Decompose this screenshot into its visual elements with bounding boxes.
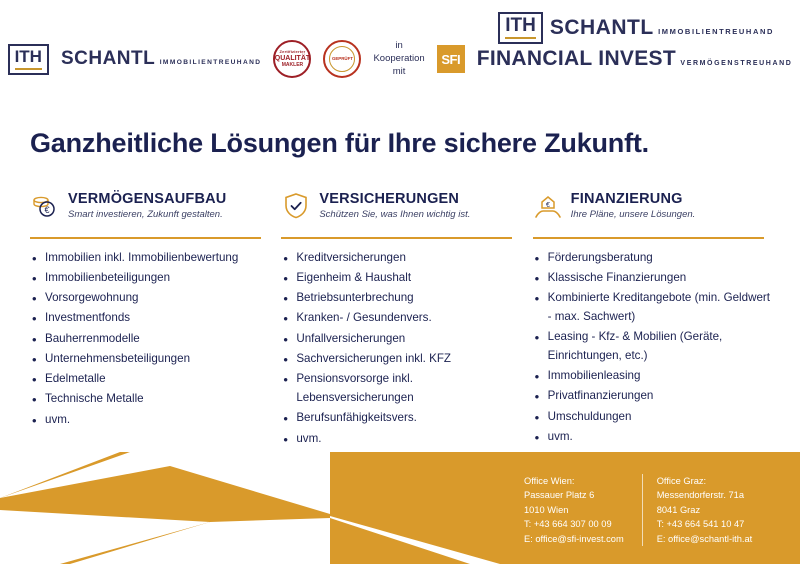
office-city: 1010 Wien: [524, 504, 569, 515]
list-item: • Kreditversicherungen: [281, 249, 518, 268]
list-item: • Privatfinanzierungen: [533, 387, 770, 406]
list-item: • Kombinierte Kreditangebote (min. Geldwert - max. Sachwert): [533, 289, 770, 327]
list-item: • uvm.: [281, 430, 518, 449]
column-vermoegensaufbau: [30, 185, 267, 450]
ith-brand-sub: IMMOBILIENTREUHAND: [658, 27, 774, 36]
sfi-wordmark: [477, 48, 793, 70]
shield-check-icon: [281, 191, 311, 221]
list-item: • Leasing - Kfz- & Mobilien (Geräte, Einrichtungen, etc.): [533, 328, 770, 366]
ith-wordmark: [550, 17, 774, 39]
column-subtitle: Smart investieren, Zukunft gestalten.: [68, 209, 223, 221]
office-street: Messendorferstr. 71a: [656, 490, 745, 501]
list-item: • Kranken- / Gesundenvers.: [281, 309, 518, 328]
hands-house-icon: [533, 191, 563, 221]
list-item: • Berufsunfähigkeitsvers.: [281, 409, 518, 428]
list-item: • Pensionsvorsorge inkl. Lebensversicherungen: [281, 370, 518, 408]
list-item: • Investmentfonds: [30, 309, 267, 328]
column-list: [30, 249, 267, 430]
quality-seal-icon: [273, 40, 311, 78]
page-title: Ganzheitliche Lösungen für Ihre sichere Zukunft.: [30, 128, 649, 158]
list-item: • Technische Metalle: [30, 390, 267, 409]
office-graz: [642, 474, 771, 546]
cooperation-line-3: mit: [392, 65, 406, 77]
list-item: • Bauherrenmodelle: [30, 330, 267, 349]
office-phone[interactable]: T: +43 664 307 00 09: [524, 519, 612, 530]
certified-seal-text: GEPRÜFT: [329, 46, 355, 72]
office-title: Office Graz:: [656, 476, 707, 486]
ith-monogram-bar: [505, 37, 536, 39]
list-item: • Sachversicherungen inkl. KFZ: [281, 350, 518, 369]
partner-ith-monogram-bar: [15, 68, 42, 70]
column-subtitle: Schützen Sie, was Ihnen wichtig ist.: [319, 209, 471, 221]
column-heading-group: [571, 192, 696, 221]
column-heading-group: [319, 192, 470, 221]
office-email[interactable]: E: office@sfi-invest.com: [524, 533, 624, 544]
list-item: • Eigenheim & Haushalt: [281, 269, 518, 288]
office-phone[interactable]: T: +43 664 541 10 47: [656, 519, 745, 530]
sfi-monogram: SFI: [437, 45, 465, 73]
partner-ith-monogram: [8, 44, 49, 75]
column-heading-group: [68, 192, 226, 221]
list-item: • Unfallversicherungen: [281, 330, 518, 349]
cooperation-line-1: in: [395, 40, 403, 51]
ith-monogram-text: ITH: [505, 15, 536, 36]
service-columns: [30, 185, 770, 450]
list-item: • uvm.: [30, 411, 267, 430]
column-header: [281, 185, 518, 227]
partner-logo-row: [0, 40, 800, 78]
money-coins-icon: [30, 191, 60, 221]
footer-offices: [524, 474, 770, 546]
column-finanzierung: [519, 185, 770, 450]
list-item: • Edelmetalle: [30, 370, 267, 389]
sfi-brand-sub: VERMÖGENSTREUHAND: [680, 60, 793, 68]
column-list: [533, 249, 770, 447]
list-item: • Unternehmensbeteiligungen: [30, 350, 267, 369]
office-street: Passauer Platz 6: [524, 490, 595, 501]
column-divider: [281, 237, 512, 239]
list-item: • uvm.: [533, 428, 770, 447]
partner-ith-wordmark: [61, 49, 262, 69]
column-title: VERMÖGENSAUFBAU: [68, 190, 227, 207]
certified-seal-icon: [323, 40, 361, 78]
list-item: • Immobilienbeteiligungen: [30, 269, 267, 288]
column-divider: [30, 237, 261, 239]
sfi-brand-name: FINANCIAL INVEST: [476, 47, 676, 71]
quality-seal-line3: MAKLER: [281, 62, 304, 69]
cooperation-line-2: Kooperation: [373, 52, 425, 64]
cooperation-note: [373, 40, 424, 78]
column-header: [30, 185, 267, 227]
list-item: • Förderungsberatung: [533, 249, 770, 268]
office-city: 8041 Graz: [656, 504, 701, 515]
svg-text:€: €: [545, 202, 550, 209]
column-subtitle: Ihre Pläne, unsere Lösungen.: [570, 209, 696, 221]
office-wien: [524, 474, 642, 546]
svg-text:€: €: [44, 205, 50, 215]
quality-seal-line2: QUALITÄT: [274, 55, 311, 63]
office-email[interactable]: E: office@schantl-ith.at: [656, 533, 753, 544]
column-header: [533, 185, 770, 227]
list-item: • Klassische Finanzierungen: [533, 269, 770, 288]
column-list: [281, 249, 518, 449]
list-item: • Umschuldungen: [533, 408, 770, 427]
list-item: • Betriebsunterbrechung: [281, 289, 518, 308]
list-item: • Vorsorgewohnung: [30, 289, 267, 308]
list-item: • Immobilien inkl. Immobilienbewertung: [30, 249, 267, 268]
quality-seal-line1: Zertifizierter: [279, 49, 306, 55]
partner-ith-monogram-text: ITH: [14, 46, 42, 66]
list-item: • Immobilienleasing: [533, 367, 770, 386]
partner-ith-brand-name: SCHANTL: [60, 48, 156, 70]
office-title: Office Wien:: [524, 476, 575, 486]
column-title: FINANZIERUNG: [570, 190, 683, 207]
ith-brand-name: SCHANTL: [549, 16, 654, 39]
column-title: VERSICHERUNGEN: [319, 190, 460, 207]
column-divider: [533, 237, 764, 239]
column-versicherungen: [267, 185, 518, 450]
partner-ith-brand-sub: IMMOBILIENTREUHAND: [159, 59, 262, 67]
